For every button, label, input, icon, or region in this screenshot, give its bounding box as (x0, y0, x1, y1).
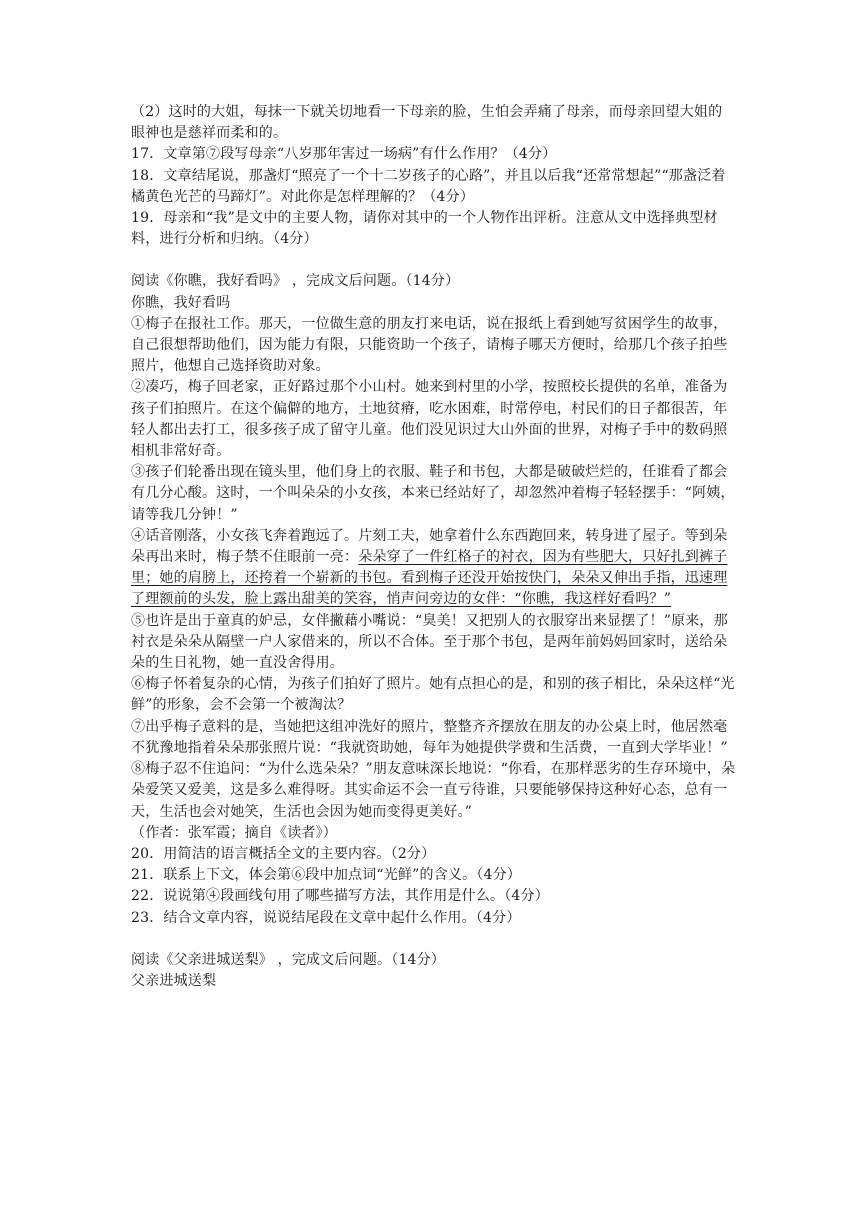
question-18: 18．文章结尾说，那盏灯“照亮了一个十二岁孩子的心路”，并且以后我“还常常想起”“那盏泛着橘黄色光芒的马蹄灯”。对此你是怎样理解的？（4分） (131, 167, 726, 205)
reading3-title: 父亲进城送梨 (131, 972, 217, 989)
question-17: 17．文章第⑦段写母亲“八岁那年害过一场病”有什么作用？（4分） (131, 146, 557, 163)
document-content (131, 102, 736, 992)
paragraph-4-plain: ④话音刚落，小女孩飞奔着跑远了。片刻工夫，她拿着什么东西跑回来，转身进了屋子。等到朵朵再出来时，梅子禁不住眼前一亮： (131, 527, 728, 566)
reading2-source: （作者：张军霞；摘自《读者》） (131, 824, 337, 841)
reading2-intro: 阅读《你瞧，我好看吗》 ，完成文后问题。（14分） (131, 273, 460, 290)
question-20: 20．用简洁的语言概括全文的主要内容。（2分） (131, 845, 436, 862)
reading2-paragraph-4 (131, 526, 736, 611)
reading2-paragraph-1: ①梅子在报社工作。那天，一位做生意的朋友打来电话，说在报纸上看到她写贫困学生的故事，自己很想帮助他们，因为能力有限，只能资助一个孩子，请梅子哪天方便时，给那几个孩子拍些照片，他想自己选择资助对象。 (131, 315, 728, 375)
paragraph-4-underlined-sentence: 朵朵穿了一件红格子的衬衣，因为有些肥大，只好扎到裤子里；她的肩膀上，还挎着一个崭新的书包。看到梅子还没开始按快门，朵朵又伸出手指，迅速理了理额前的头发，脸上露出甜美的笑容，悄声问旁边的女伴：“你瞧，我这样好看吗？” (131, 549, 728, 608)
question-23: 23．结合文章内容，说说结尾段在文章中起什么作用。（4分） (131, 909, 521, 926)
reading2-paragraph-5: ⑤也许是出于童真的妒忌，女伴撇藉小嘴说：“臭美！又把别人的衣服穿出来显摆了！”原来，那衬衣是朵朵从隔壁一户人家借来的，所以不合体。至于那个书包，是两年前妈妈回家时，送给朵朵的生日礼物，她一直没舍得用。 (131, 612, 728, 672)
question-21: 21．联系上下文，体会第⑥段中加点词“光鲜”的含义。（4分） (131, 867, 522, 884)
question-19: 19．母亲和“我”是文中的主要人物，请你对其中的一个人物作出评析。注意从文中选择典型材料，进行分析和归纳。（4分） (131, 210, 718, 248)
reading2-paragraph-8: ⑧梅子忍不住追问：“为什么选朵朵？”朋友意味深长地说：“你看，在那样恶劣的生存环境中，朵朵爱笑又爱美，这是多么难得呀。其实命运不会一直亏待谁，只要能够保持这种好心态，总有一天，生活也会对她笑，生活也会因为她而变得更美好。” (131, 761, 736, 820)
section-gap (131, 250, 736, 271)
reading2-title: 你瞧，我好看吗 (131, 294, 231, 311)
reading2-paragraph-7: ⑦出乎梅子意料的是，当她把这组冲洗好的照片，整整齐齐摆放在朋友的办公桌上时，他居然毫不犹豫地指着朵朵那张照片说：“我就资助她，每年为她提供学费和生活费，一直到大学毕业！” (131, 718, 728, 756)
reading2-paragraph-3: ③孩子们轮番出现在镜头里，他们身上的衣服、鞋子和书包，大都是破破烂烂的，任谁看了都会有几分心酸。这时，一个叫朵朵的小女孩，本来已经站好了，却忽然冲着梅子轻轻摆手：“阿姨，请等我几分钟！” (131, 464, 735, 523)
reading3-intro: 阅读《父亲进城送梨》 ，完成文后问题。（14分） (131, 951, 446, 968)
reading2-paragraph-6: ⑥梅子怀着复杂的心情，为孩子们拍好了照片。她有点担心的是，和别的孩子相比，朵朵这样“光鲜”的形象，会不会第一个被淘汰？ (131, 676, 735, 714)
answer-16-2: （2）这时的大姐，每抹一下就关切地看一下母亲的脸，生怕会弄痛了母亲，而母亲回望大姐的眼神也是慈祥而柔和的。 (131, 104, 723, 142)
reading2-paragraph-2: ②凑巧，梅子回老家，正好路过那个小山村。她来到村里的小学，按照校长提供的名单，准备为孩子们拍照片。在这个偏僻的地方，土地贫瘠，吃水困难，时常停电，村民们的日子都很苦，年轻人都出去打工，很多孩子成了留守儿童。他们没见识过大山外面的世界，对梅子手中的数码照相机非常好奇。 (131, 379, 728, 460)
section-gap (131, 929, 736, 950)
question-22: 22．说说第④段画线句用了哪些描写方法，其作用是什么。（4分） (131, 888, 549, 905)
